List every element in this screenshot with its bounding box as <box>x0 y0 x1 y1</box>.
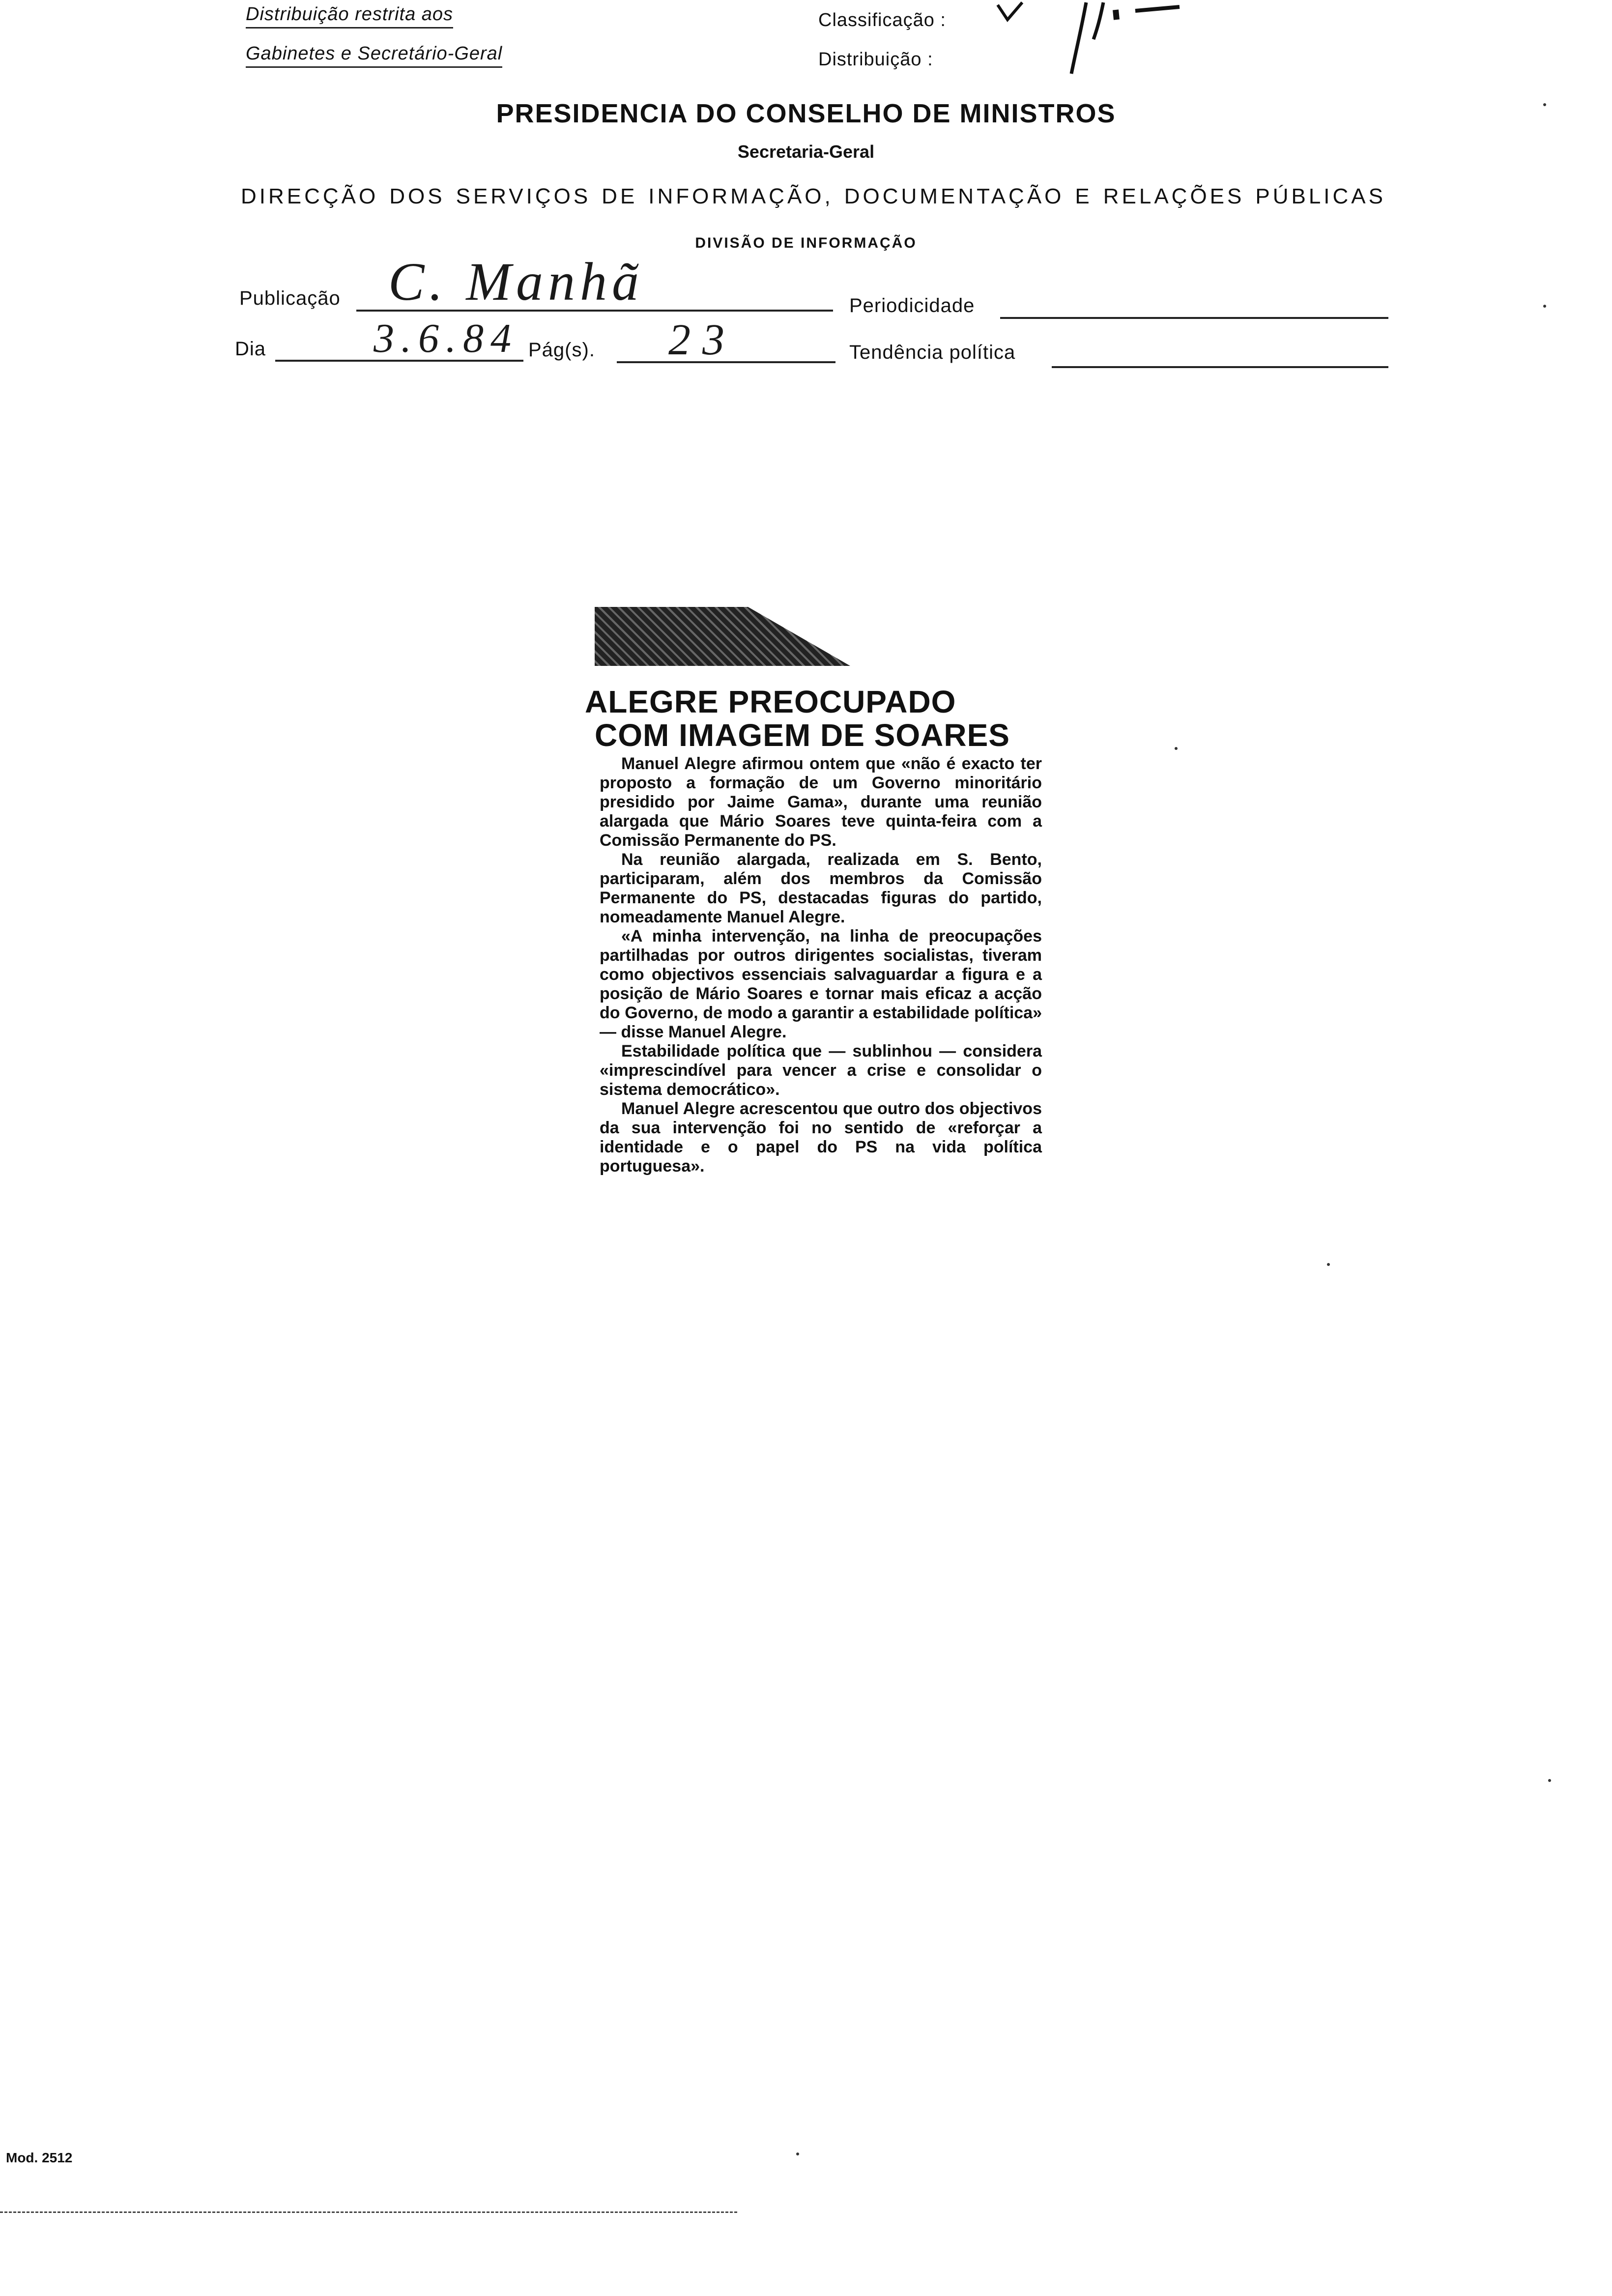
clipping-paragraph: Manuel Alegre acrescentou que outro dos objectivos da sua intervenção foi no sentido de «reforçar a identidade e o papel do PS na vida política portuguesa». <box>600 1099 1042 1176</box>
handwritten-classification-mark <box>988 0 1194 79</box>
day-label: Dia <box>235 338 266 360</box>
political-trend-label: Tendência política <box>849 342 1016 363</box>
scan-speck <box>1327 1263 1330 1266</box>
clipping-paragraph: Na reunião alargada, realizada em S. Bento, participaram, além dos membros da Comissão Permanente do PS, destacadas figuras do partido, nomeadamente Manuel Alegre. <box>600 850 1042 926</box>
scan-speck <box>1543 103 1546 106</box>
clipping-paragraph: Estabilidade política que — sublinhou — considera «imprescindível para vencer a crise e consolidar o sistema democrático». <box>600 1042 1042 1099</box>
newspaper-clipping <box>585 587 1057 1349</box>
clipping-photo <box>595 607 850 666</box>
publication-value: C. Manhã <box>388 252 644 312</box>
scan-speck <box>1543 305 1546 308</box>
distribution-label: Distribuição : <box>818 49 933 70</box>
office-subtitle: Secretaria-Geral <box>737 142 875 162</box>
pages-value: 23 <box>668 316 736 364</box>
clipping-paragraph: Manuel Alegre afirmou ontem que «não é exacto ter proposto a formação de um Governo minoritário presidido por Jaime Gama», durante uma reunião alargada que Mário Soares teve quinta-feira com a Comissão Permanente do PS. <box>600 754 1042 850</box>
footer-cut-line <box>0 2211 737 2213</box>
scan-speck <box>1175 747 1178 750</box>
scan-speck <box>796 2152 799 2155</box>
division-name: DIVISÃO DE INFORMAÇÃO <box>695 235 917 251</box>
publication-label: Publicação <box>239 287 341 309</box>
periodicity-label: Periodicidade <box>849 295 975 316</box>
day-value: 3.6.84 <box>374 316 518 361</box>
distribution-note-line2: Gabinetes e Secretário-Geral <box>246 43 502 68</box>
clipping-headline-line2: COM IMAGEM DE SOARES <box>595 718 1010 753</box>
classification-label: Classificação : <box>818 10 946 30</box>
department-name: DIRECÇÃO DOS SERVIÇOS DE INFORMAÇÃO, DOCUMENTAÇÃO E RELAÇÕES PÚBLICAS <box>241 184 1386 208</box>
pages-label: Pág(s). <box>528 339 595 361</box>
form-model-code: Mod. 2512 <box>6 2150 73 2165</box>
clipping-body <box>600 754 1042 1176</box>
office-title: PRESIDENCIA DO CONSELHO DE MINISTROS <box>496 99 1116 128</box>
scan-speck <box>1548 1779 1551 1782</box>
distribution-note-line1: Distribuição restrita aos <box>246 4 453 29</box>
periodicity-line <box>1000 317 1388 319</box>
political-trend-line <box>1052 366 1388 368</box>
clipping-paragraph: «A minha intervenção, na linha de preocupações partilhadas por outros dirigentes socialistas, tiveram como objectivos essenciais salvaguardar a figura e a posição de Mário Soares e tornar mais eficaz a acção do Governo, de modo a garantir a estabilidade política» — disse Manuel Alegre. <box>600 927 1042 1041</box>
clipping-headline-line1: ALEGRE PREOCUPADO <box>585 684 956 719</box>
